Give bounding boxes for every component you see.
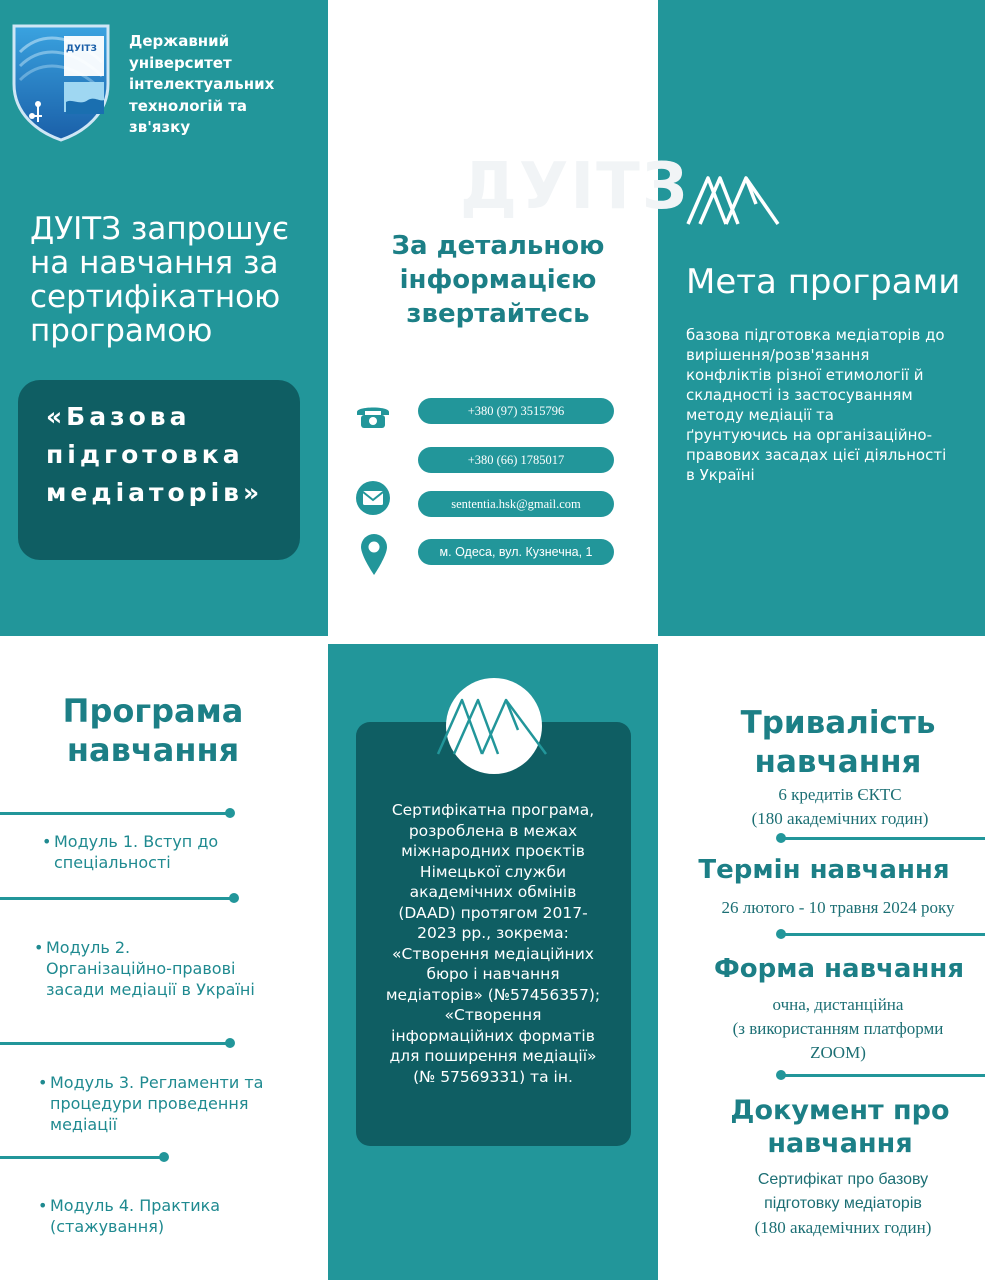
curriculum-title [20, 692, 286, 770]
divider-dot [776, 833, 786, 843]
university-name-line: інтелектуальних [129, 75, 275, 93]
module-line: Модуль 1. Вступ до [54, 832, 219, 851]
module-4: • Модуль 4. Практика (стажування) [38, 1196, 221, 1236]
document-value [690, 1168, 985, 1240]
module-1: • Модуль 1. Вступ до спеціальності [42, 832, 219, 872]
duration-title-line: Тривалість [740, 705, 936, 741]
module-line: Модуль 2. [46, 938, 131, 957]
divider-dot [776, 929, 786, 939]
about-text [380, 800, 606, 1087]
location-pin-icon [359, 532, 389, 576]
about-line: Сертифікатна програма, [391, 801, 595, 819]
module-line: спеціальності [54, 853, 171, 872]
document-title [690, 1094, 985, 1160]
phone-2[interactable]: +380 (66) 1785017 [418, 447, 614, 473]
program-name [46, 398, 263, 512]
document-line: (180 академічних годин) [754, 1218, 932, 1237]
program-name-line: «Базова [46, 402, 191, 431]
email-icon [355, 480, 391, 516]
program-name-line: медіаторів» [46, 478, 264, 507]
module-line: Модуль 4. Практика [50, 1196, 221, 1215]
goal-line: вирішення/розв'язання [686, 346, 870, 364]
email-address[interactable]: sententia.hsk@gmail.com [418, 491, 614, 517]
term-title: Термін навчання [698, 855, 950, 885]
goal-text [686, 325, 946, 485]
divider-line [782, 837, 985, 840]
phone-1[interactable]: +380 (97) 3515796 [418, 398, 614, 424]
phone-icon [355, 403, 391, 429]
module-line: Організаційно-правові [46, 959, 236, 978]
divider-line [0, 812, 230, 815]
about-line: міжнародних проєктів [401, 842, 585, 860]
about-line: бюро і навчання [426, 965, 560, 983]
goal-line: конфліктів різної етимології й [686, 366, 924, 384]
divider-line [0, 1156, 164, 1159]
document-title-line: Документ про [730, 1095, 950, 1126]
mediation-logo-icon [686, 174, 780, 228]
contacts-title-line: звертайтесь [406, 299, 590, 329]
divider-line [782, 1074, 985, 1077]
module-line: (стажування) [50, 1217, 165, 1236]
mediation-logo-icon [436, 676, 552, 780]
form-line: очна, дистанційна [772, 995, 904, 1014]
about-line: «Створення [444, 1006, 542, 1024]
duration-title [690, 704, 985, 782]
divider-line [0, 897, 234, 900]
contacts-title [360, 229, 636, 331]
contacts-title-line: інформацією [399, 265, 597, 295]
term-value: 26 лютого - 10 травня 2024 року [721, 898, 955, 917]
contacts-title-line: За детальною [391, 231, 605, 261]
duration-title-line: навчання [754, 744, 922, 780]
form-value [690, 993, 985, 1065]
goal-line: в Україні [686, 466, 755, 484]
divider-line [782, 933, 985, 936]
top-right-panel [658, 0, 985, 636]
about-line: медіаторів» (№57456357); [385, 985, 601, 1004]
about-line: інформаційних форматів [391, 1026, 595, 1045]
about-line: (DAAD) протягом 2017- [398, 903, 588, 922]
intro-headline [30, 212, 289, 348]
intro-line: сертифікатною [30, 279, 281, 315]
module-line: Модуль 3. Регламенти та [50, 1073, 264, 1092]
divider-dot [225, 808, 235, 818]
curriculum-title-line: Програма [62, 692, 244, 730]
divider-dot [229, 893, 239, 903]
divider-dot [159, 1152, 169, 1162]
intro-line: ДУІТЗ запрошує [30, 211, 290, 247]
university-name-line: технологій та [129, 96, 248, 115]
form-line: (з використанням платформи [732, 1019, 944, 1038]
about-line: «Створення медіаційних [392, 944, 594, 963]
module-line: процедури проведення [50, 1094, 249, 1113]
module-2: • Модуль 2. Організаційно-правові засади медіації в Україні [34, 938, 255, 999]
about-line: академічних обмінів [409, 883, 577, 901]
module-3: • Модуль 3. Регламенти та процедури проведення медіації [38, 1073, 264, 1134]
university-name [129, 31, 274, 139]
module-line: медіації [50, 1115, 118, 1134]
divider-line [0, 1042, 230, 1045]
university-name-line: університет [129, 53, 232, 72]
divider-dot [776, 1070, 786, 1080]
duration-line: (180 академічних годин) [751, 809, 929, 828]
watermark: ДУІТЗ [460, 150, 690, 224]
intro-line: програмою [30, 313, 213, 349]
goal-line: правових засадах цієї діяльності [686, 446, 947, 464]
about-line: Німецької служби [419, 862, 567, 881]
form-line: ZOOM) [810, 1043, 866, 1062]
university-name-line: зв'язку [129, 118, 191, 136]
goal-line: базова підготовка медіаторів до [686, 326, 945, 344]
university-name-line: Державний [129, 32, 230, 50]
logo-text: ДУІТЗ [66, 44, 97, 54]
goal-line: складності із застосуванням [686, 386, 913, 404]
about-line: розроблена в межах [408, 821, 578, 840]
about-line: для поширення медіації» [389, 1047, 597, 1065]
document-line: підготовку медіаторів [764, 1195, 922, 1212]
program-name-line: підготовка [46, 440, 244, 469]
goal-line: методу медіації та [686, 406, 834, 424]
document-line: Сертифікат про базову [757, 1171, 929, 1188]
form-title: Форма навчання [713, 954, 965, 984]
goal-title: Мета програми [686, 262, 961, 302]
curriculum-title-line: навчання [66, 731, 240, 769]
about-line: 2023 рр., зокрема: [417, 924, 569, 942]
divider-dot [225, 1038, 235, 1048]
document-title-line: навчання [767, 1128, 913, 1159]
about-line: (№ 57569331) та ін. [413, 1067, 573, 1086]
address: м. Одеса, вул. Кузнечна, 1 [418, 539, 614, 565]
module-line: засади медіації в Україні [46, 980, 255, 999]
intro-line: на навчання за [30, 245, 279, 281]
duration-line: 6 кредитів ЄКТС [778, 785, 902, 804]
university-logo [10, 22, 112, 142]
duration-value [690, 783, 985, 831]
goal-line: ґрунтуючись на організаційно- [686, 426, 932, 444]
